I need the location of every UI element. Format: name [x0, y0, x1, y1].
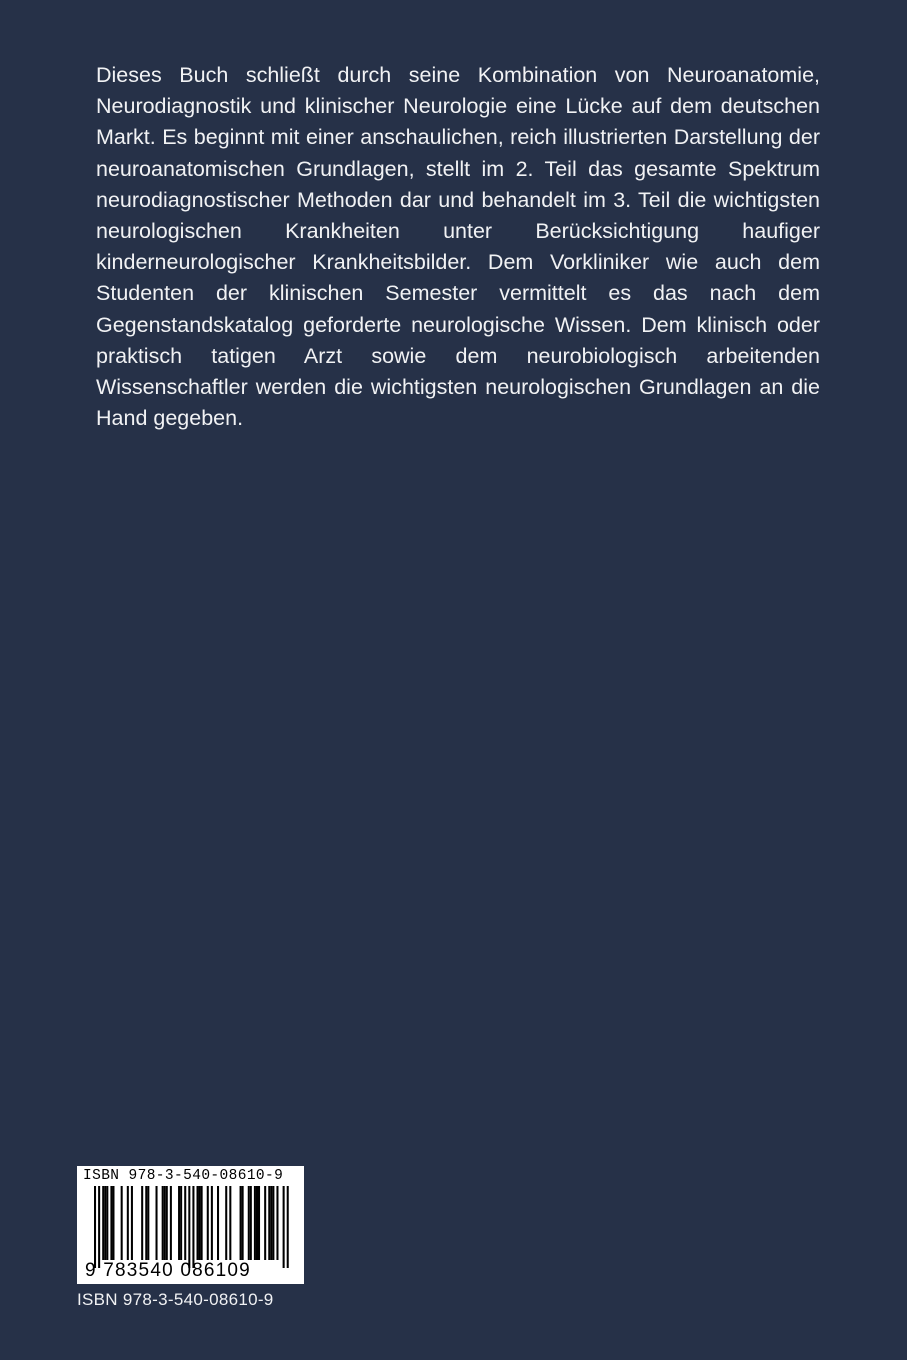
barcode-bar: [283, 1186, 285, 1268]
barcode-bar: [248, 1186, 250, 1260]
back-cover-blurb: Dieses Buch schließt durch seine Kombination von Neuroanatomie, Neurodiagnostik und klinischer Neurologie eine Lücke auf dem deutschen Markt. Es beginnt mit einer anschaulichen, reich illustrierten Darstellung der neuroanatomischen Grundlagen, stellt im 2. Teil das gesamte Spektrum neurodiagnostischer Methoden dar und behandelt im 3. Teil die wichtigsten neurologischen Krankheiten unter Berücksichtigung haufiger kinderneurologischer Krankheitsbilder. Dem Vorkliniker wie auch dem Studenten der klinischen Semester vermittelt es das nach dem Gegenstandskatalog geforderte neurologische Wissen. Dem klinisch oder praktisch tatigen Arzt sowie dem neurobiologisch arbeitenden Wissenschaftler werden die wichtigsten neurologischen Grundlagen an die Hand gegeben.: [96, 63, 820, 431]
barcode-bar: [192, 1186, 194, 1268]
barcode-bar: [102, 1186, 104, 1260]
barcode-bar: [250, 1186, 252, 1260]
barcode-bar: [145, 1186, 147, 1260]
barcode-bar: [166, 1186, 168, 1260]
barcode-digits: 9 783540 086109: [85, 1260, 251, 1281]
barcode-bar: [225, 1186, 227, 1260]
barcode-bar: [156, 1186, 158, 1260]
barcode-bar: [110, 1186, 112, 1260]
barcode-bar: [211, 1186, 213, 1260]
barcode-bar: [131, 1186, 133, 1260]
barcode-bar: [201, 1186, 203, 1260]
barcode-bar: [170, 1186, 172, 1260]
barcode-bar: [98, 1186, 100, 1268]
barcode-bar: [256, 1186, 258, 1260]
barcode-bar: [207, 1186, 209, 1260]
barcode-bar: [141, 1186, 143, 1260]
barcode-bar: [127, 1186, 129, 1260]
isbn-barcode: [77, 1166, 304, 1284]
isbn-label: ISBN 978-3-540-08610-9: [77, 1290, 274, 1309]
barcode-bar: [229, 1186, 231, 1260]
barcode-bar: [258, 1186, 260, 1260]
barcode-bar: [199, 1186, 201, 1260]
barcode-bar: [147, 1186, 149, 1260]
barcode-bar: [106, 1186, 108, 1260]
barcode-bar: [188, 1186, 190, 1268]
barcode-bar: [268, 1186, 270, 1260]
barcode-bar: [164, 1186, 166, 1260]
barcode-bar: [104, 1186, 106, 1260]
barcode-bar: [254, 1186, 256, 1260]
barcode-bar: [197, 1186, 199, 1260]
barcode-bar: [94, 1186, 96, 1268]
barcode-bar: [287, 1186, 289, 1268]
barcode-bar: [217, 1186, 219, 1260]
barcode-bar: [272, 1186, 274, 1260]
barcode-bar: [264, 1186, 266, 1260]
barcode-bar: [162, 1186, 164, 1260]
barcode-bar: [178, 1186, 180, 1260]
barcode-bar: [180, 1186, 182, 1260]
barcode-isbn-text: ISBN 978-3-540-08610-9: [83, 1168, 284, 1184]
barcode-bar: [121, 1186, 123, 1260]
barcode-bar: [270, 1186, 272, 1260]
barcode-bar: [240, 1186, 242, 1260]
barcode-bar: [112, 1186, 114, 1260]
barcode-bar: [276, 1186, 278, 1260]
barcode-bar: [242, 1186, 244, 1260]
barcode-bar: [184, 1186, 186, 1260]
